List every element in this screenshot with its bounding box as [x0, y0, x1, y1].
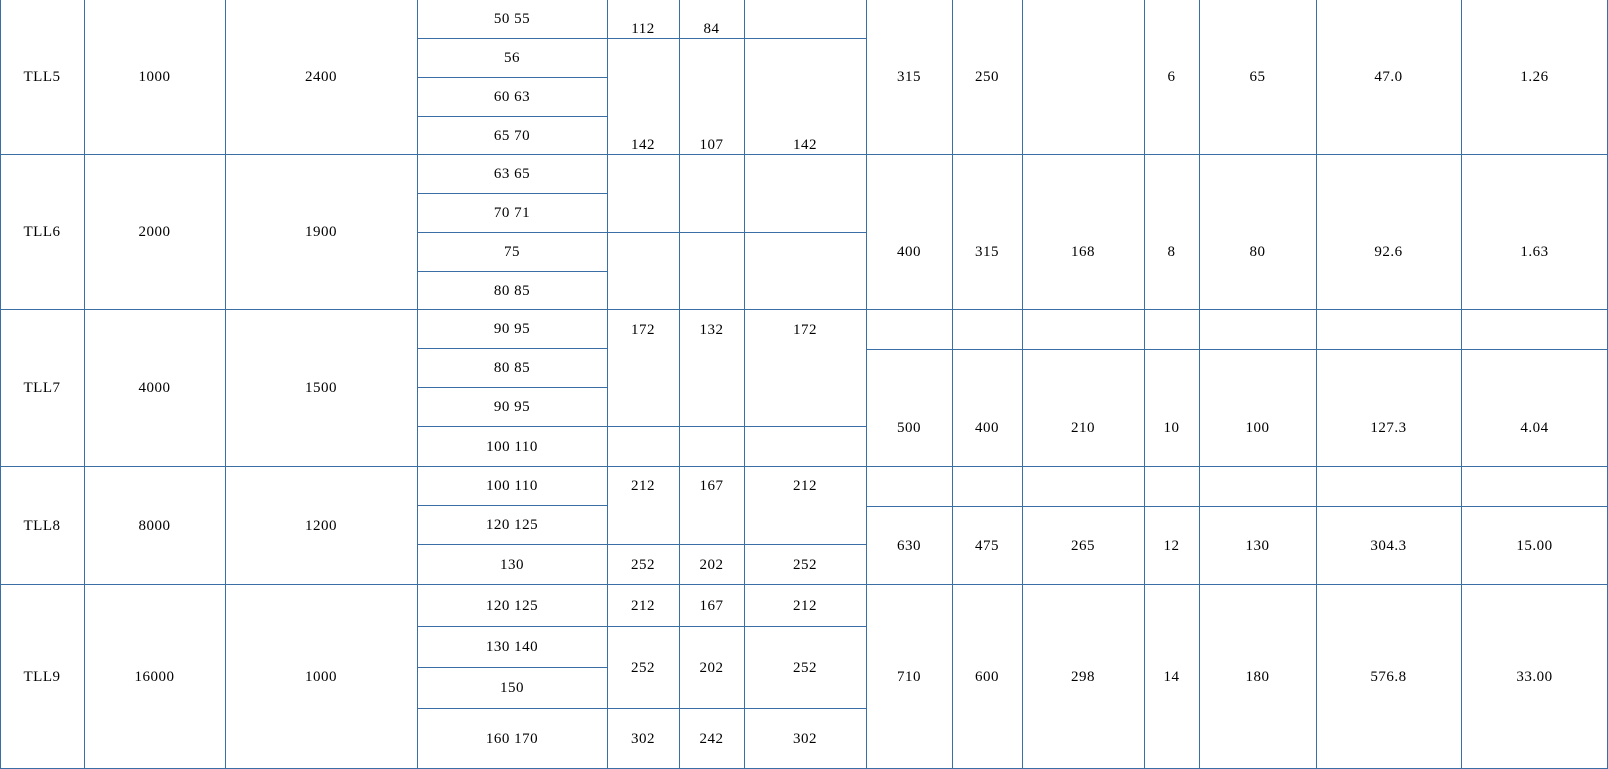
table-cell-d-710: 710 [897, 668, 921, 685]
table-cell-model-tll7: TLL7 [23, 380, 61, 397]
table-cell-bore-120-125-a: 120 125 [485, 517, 539, 534]
table-cell-dim-b-202-2: 202 [699, 659, 724, 676]
table-cell-h-130: 130 [1245, 537, 1270, 554]
table-cell-torque-8000: 8000 [138, 517, 171, 534]
table-cell-dim-b-167-2: 167 [699, 597, 724, 614]
table-cell-dim-c-172: 172 [793, 321, 817, 338]
table-cell-bore-80-85-b: 80 85 [493, 360, 531, 377]
table-cell-i-926: 92.6 [1374, 244, 1403, 261]
table-cell-e-475: 475 [975, 537, 999, 554]
table-cell-bore-70-71: 70 71 [493, 205, 531, 222]
table-cell-dim-a-252-2: 252 [631, 659, 655, 676]
table-cell-dim-a-172: 172 [631, 321, 655, 338]
table-cell-speed-1900: 1900 [305, 224, 337, 241]
table-cell-e-315: 315 [975, 244, 999, 261]
table-cell-e-600: 600 [975, 668, 999, 685]
table-cell-dim-b-84: 84 [703, 20, 720, 37]
table-cell-f-265: 265 [1071, 537, 1095, 554]
table-cell-dim-a-302: 302 [631, 730, 655, 747]
table-cell-dim-c-142: 142 [793, 137, 817, 154]
table-cell-model-tll6: TLL6 [23, 224, 61, 241]
table-cell-model-tll9: TLL9 [23, 668, 61, 685]
table-cell-e-250: 250 [975, 69, 999, 86]
table-cell-dim-c-252-2: 252 [793, 659, 817, 676]
table-cell-dim-c-blank [744, 0, 866, 58]
table-cell-h-80: 80 [1249, 244, 1266, 261]
table-cell-dim-a-212-2: 212 [631, 597, 655, 614]
table-cell-dim-c-252-1: 252 [793, 556, 817, 573]
table-cell-d-500: 500 [897, 420, 921, 437]
table-cell-torque-4000: 4000 [138, 380, 171, 397]
table-cell-dim-c-302: 302 [793, 730, 817, 747]
table-cell-i-5768: 576.8 [1370, 668, 1407, 685]
table-cell-d-315: 315 [897, 69, 921, 86]
table-cell-bore-90-95-a: 90 95 [493, 321, 531, 338]
table-cell-bore-120-125-b: 120 125 [485, 597, 539, 614]
table-cell-speed-1500: 1500 [305, 380, 337, 397]
table-cell-j-3300: 33.00 [1516, 668, 1553, 685]
table-cell-bore-56: 56 [504, 50, 520, 67]
table-cell-f-blank-1 [1022, 0, 1144, 155]
table-cell-bore-100-110-b: 100 110 [486, 478, 538, 495]
table-cell-model-tll5: TLL5 [23, 69, 61, 86]
table-cell-i-47: 47.0 [1374, 69, 1403, 86]
table-cell-d-630: 630 [897, 537, 921, 554]
table-cell-g-10: 10 [1163, 420, 1180, 437]
table-cell-f-298: 298 [1071, 668, 1095, 685]
table-cell-g-8: 8 [1167, 244, 1176, 261]
table-cell-h-65: 65 [1249, 69, 1266, 86]
table-cell-bore-150: 150 [500, 680, 524, 697]
table-cell-f-210: 210 [1071, 420, 1095, 437]
table-cell-bore-90-95-b: 90 95 [493, 399, 531, 416]
table-cell-h-180: 180 [1245, 668, 1270, 685]
table-cell-g-6: 6 [1167, 69, 1176, 86]
table-cell-d-400: 400 [897, 244, 921, 261]
table-cell-dim-c-212-1: 212 [793, 477, 817, 494]
table-cell-dim-b-242: 242 [699, 730, 724, 747]
table-cell-i-1273: 127.3 [1370, 420, 1407, 437]
table-cell-bore-50-55: 50 55 [493, 11, 531, 28]
table-cell-dim-c-212-2: 212 [793, 597, 817, 614]
table-cell-speed-1000: 1000 [305, 668, 337, 685]
table-cell-g-12: 12 [1163, 537, 1180, 554]
table-cell-dim-a-142: 142 [631, 137, 655, 154]
table-cell-i-3043: 304.3 [1370, 537, 1407, 554]
table-cell-torque-1000: 1000 [138, 69, 171, 86]
table-cell-bore-130-140: 130 140 [485, 639, 539, 656]
table-cell-dim-b-202-1: 202 [699, 556, 724, 573]
table-cell-dim-b-167-1: 167 [699, 477, 724, 494]
table-cell-bore-160-170: 160 170 [485, 730, 539, 747]
table-cell-speed-1200: 1200 [305, 517, 337, 534]
table-cell-j-404: 4.04 [1520, 420, 1549, 437]
table-cell-bore-60-63: 60 63 [493, 89, 531, 106]
table-cell-f-168: 168 [1071, 244, 1095, 261]
table-cell-dim-b-132: 132 [699, 321, 724, 338]
table-cell-dim-b-107: 107 [699, 137, 724, 154]
table-cell-torque-2000: 2000 [138, 224, 171, 241]
table-cell-speed-2400: 2400 [305, 69, 337, 86]
table-cell-dim-a-252-1: 252 [631, 556, 655, 573]
table-cell-bore-80-85-a: 80 85 [493, 282, 531, 299]
table-cell-torque-16000: 16000 [134, 668, 175, 685]
table-cell-h-100: 100 [1245, 420, 1270, 437]
table-cell-dim-a-212-1: 212 [631, 477, 655, 494]
table-cell-j-163: 1.63 [1520, 244, 1549, 261]
table-cell-j-1500: 15.00 [1516, 537, 1553, 554]
table-cell-bore-75: 75 [504, 244, 520, 261]
table-cell-g-14: 14 [1163, 668, 1180, 685]
table-cell-e-400: 400 [975, 420, 999, 437]
table-cell-j-126: 1.26 [1520, 69, 1549, 86]
table-cell-model-tll8: TLL8 [23, 517, 61, 534]
table-cell-bore-63-65: 63 65 [493, 166, 531, 183]
table-cell-bore-130: 130 [500, 556, 524, 573]
table-cell-bore-65-70: 65 70 [493, 127, 531, 144]
table-cell-bore-100-110-a: 100 110 [486, 438, 538, 455]
table-cell-dim-a-112: 112 [631, 20, 655, 37]
